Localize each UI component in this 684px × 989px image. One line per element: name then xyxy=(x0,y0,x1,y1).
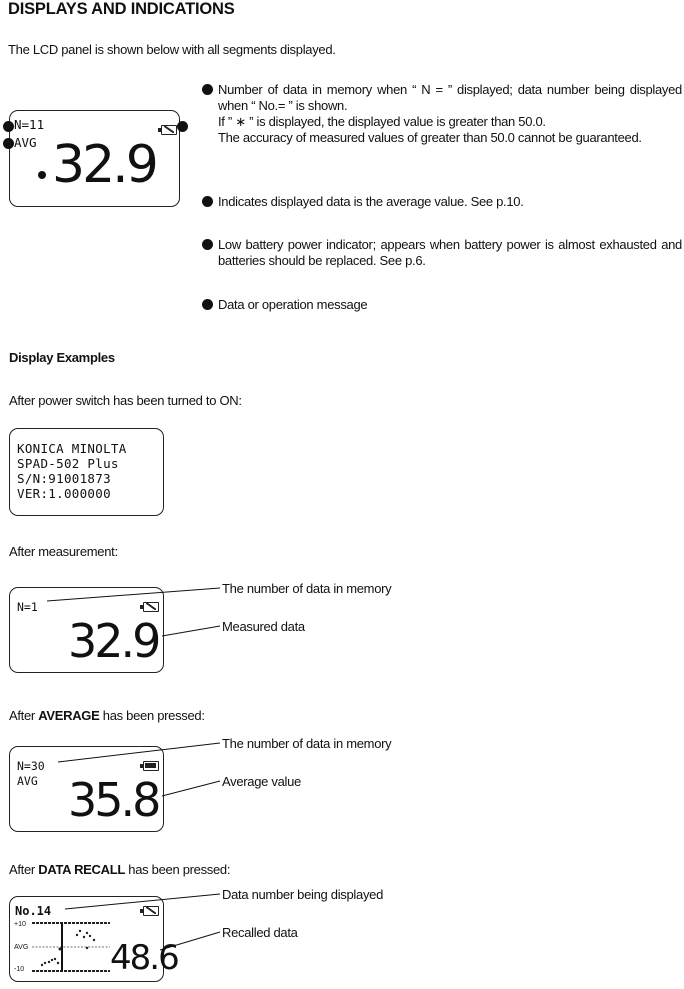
leader-line xyxy=(58,743,220,762)
lcd-value: 48.6 xyxy=(110,938,178,978)
leader-line xyxy=(47,588,220,601)
intro-text: The LCD panel is shown below with all segments displayed. xyxy=(8,42,336,57)
lcd-no-label: No.14 xyxy=(15,904,52,918)
graph-avg-label: AVG xyxy=(14,944,29,951)
caption-text: has been pressed: xyxy=(99,708,205,723)
caption-key: AVERAGE xyxy=(38,708,100,723)
lcd-value: 32.9 xyxy=(52,135,156,195)
lcd-line: SPAD-502 Plus xyxy=(17,456,119,471)
graph-top-label: +10 xyxy=(14,921,26,928)
description-line: The accuracy of measured values of greater than 50.0 cannot be guaranteed. xyxy=(218,130,642,145)
description-line: If ” ∗ ” is displayed, the displayed value is greater than 50.0. xyxy=(218,114,546,129)
leader-line xyxy=(162,781,220,796)
lcd-line: S/N:91001873 xyxy=(17,471,111,486)
description-line: Low battery power indicator; appears when battery power is almost exhausted and batteries should be replaced. See p.6. xyxy=(218,237,682,268)
lcd-n-label: N=11 xyxy=(14,117,45,132)
caption-key: DATA RECALL xyxy=(38,862,125,877)
page-title: DISPLAYS AND INDICATIONS xyxy=(8,0,235,18)
lcd-value: 32.9 xyxy=(68,614,159,668)
lcd-value: 35.8 xyxy=(68,773,159,827)
callout-label-n: The number of data in memory xyxy=(222,736,392,751)
lcd-avg-label: AVG xyxy=(14,135,37,150)
lcd-line: KONICA MINOLTA xyxy=(17,441,127,456)
power-caption: After power switch has been turned to ON: xyxy=(9,393,242,408)
description-line: Indicates displayed data is the average value. See p.10. xyxy=(218,194,524,209)
caption-text: After xyxy=(9,708,39,723)
caption-text: has been pressed: xyxy=(125,862,231,877)
leader-line xyxy=(162,626,220,636)
measure-caption: After measurement: xyxy=(9,544,118,559)
description-line: Number of data in memory when “ N = ” displayed; data number being displayed when “ No.= ” is shown. xyxy=(218,82,682,113)
lcd-n-label: N=1 xyxy=(17,600,38,614)
lcd-n-label: N=30 xyxy=(17,759,45,773)
callout-label-value: Measured data xyxy=(222,619,305,634)
graph-bottom-label: -10 xyxy=(14,966,25,973)
lcd-line: VER:1.000000 xyxy=(17,486,111,501)
callout-label-value: Average value xyxy=(222,774,301,789)
caption-text: After xyxy=(9,862,39,877)
examples-heading: Display Examples xyxy=(9,350,115,365)
leader-line xyxy=(160,932,220,950)
callout-label-n: The number of data in memory xyxy=(222,581,392,596)
leader-line xyxy=(65,894,220,909)
description-line: Data or operation message xyxy=(218,297,368,312)
lcd-avg-label: AVG xyxy=(17,774,38,788)
callout-label-no: Data number being displayed xyxy=(222,887,384,902)
callout-label-value: Recalled data xyxy=(222,925,298,940)
